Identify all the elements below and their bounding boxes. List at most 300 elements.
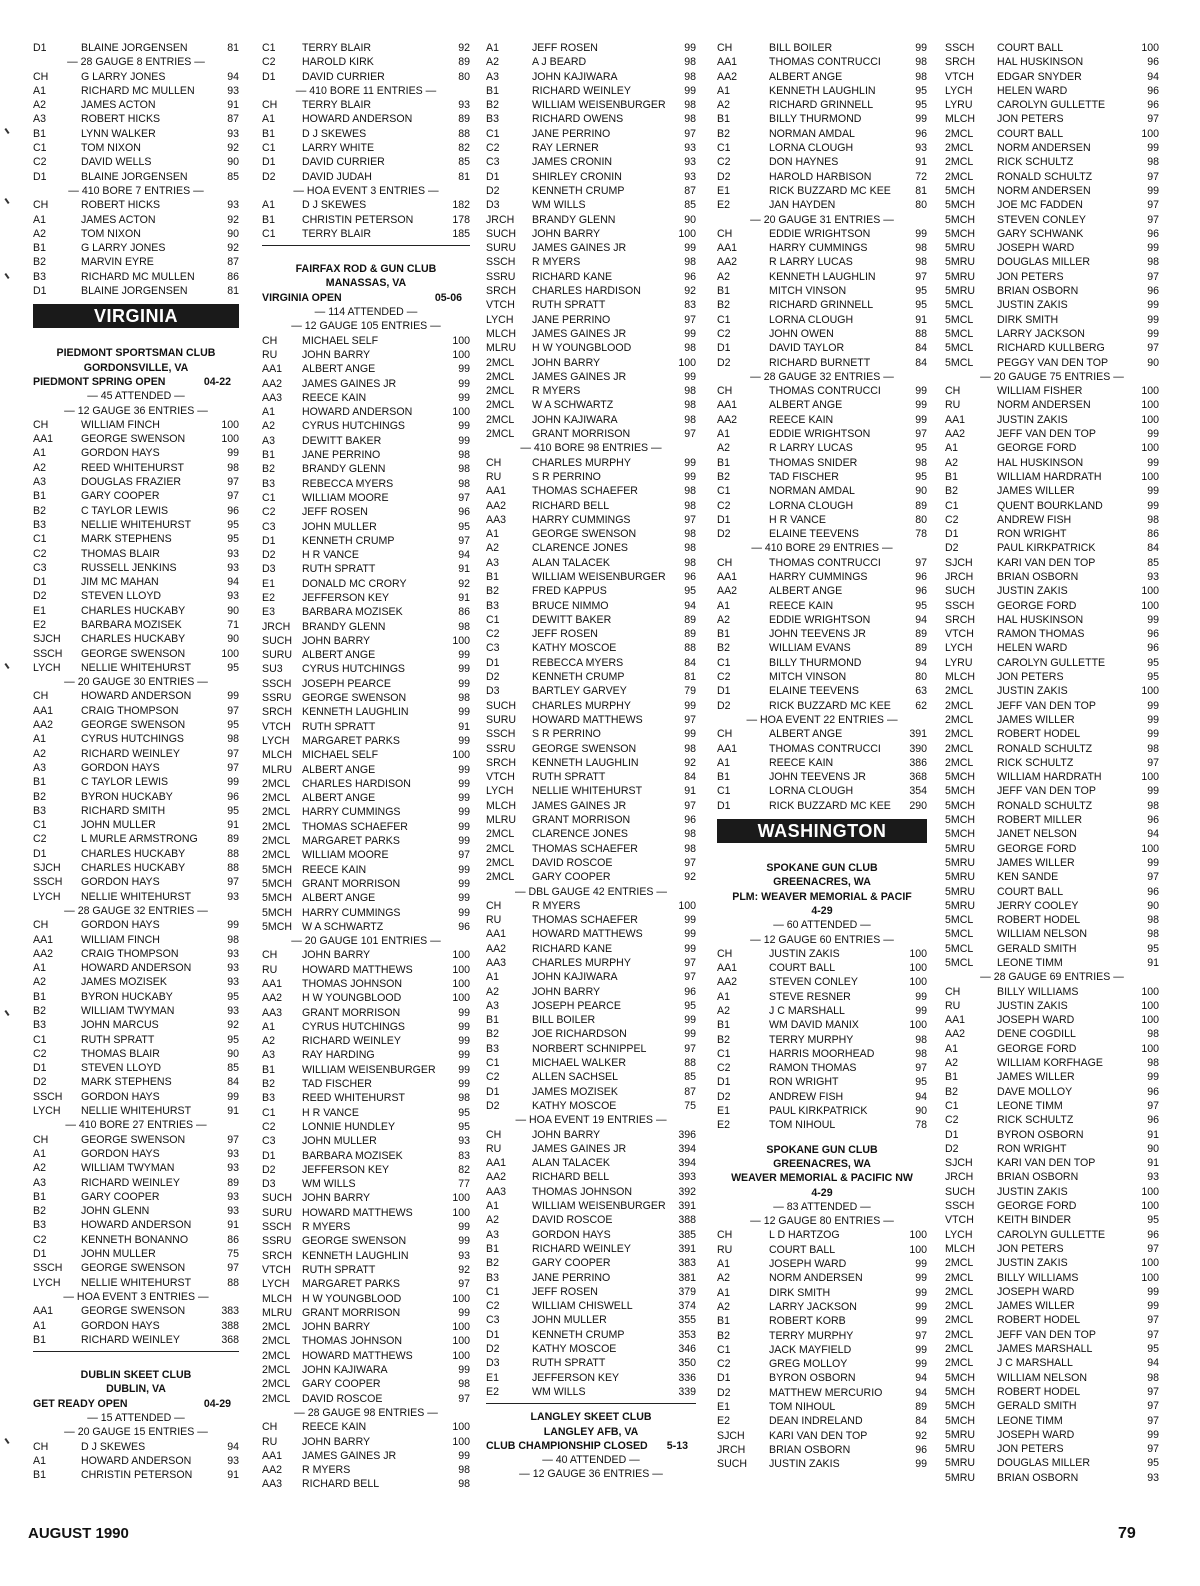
class-code: 5MCH <box>945 799 976 812</box>
result-row <box>945 713 1159 727</box>
result-row <box>262 634 470 648</box>
score: 90 <box>227 1047 239 1060</box>
class-code: D3 <box>486 1357 500 1370</box>
class-code: D2 <box>262 170 276 183</box>
score: 99 <box>458 434 470 447</box>
shooter-name: TERRY MURPHY <box>769 1329 854 1342</box>
score: 93 <box>227 1162 239 1175</box>
score: 85 <box>684 1071 696 1084</box>
result-row <box>486 1228 696 1242</box>
class-code: 5MRU <box>945 842 976 855</box>
class-code: 5MCH <box>945 814 976 827</box>
result-row <box>486 255 696 269</box>
class-code: C1 <box>717 656 731 669</box>
class-code: VTCH <box>262 1263 291 1276</box>
shooter-name: D J SKEWES <box>302 127 367 140</box>
shooter-name: HARRY CUMMINGS <box>769 570 868 583</box>
class-code: E2 <box>33 618 46 631</box>
shooter-name: JON PETERS <box>997 113 1064 126</box>
score: 93 <box>227 84 239 97</box>
score: 96 <box>227 504 239 517</box>
score: 93 <box>227 1147 239 1160</box>
shooter-name: H W YOUNGBLOOD <box>532 342 632 355</box>
result-row <box>486 1299 696 1313</box>
score: 392 <box>678 1185 696 1198</box>
score: 99 <box>458 1035 470 1048</box>
shooter-name: ELAINE TEEVENS <box>769 685 859 698</box>
score: 85 <box>227 1062 239 1075</box>
shooter-name: RUTH SPRATT <box>532 1357 606 1370</box>
result-row <box>945 1399 1159 1413</box>
shooter-name: BRIAN OSBORN <box>997 1171 1079 1184</box>
result-row <box>262 534 470 548</box>
class-code: B1 <box>262 127 275 140</box>
shooter-name: HELEN WARD <box>997 84 1068 97</box>
shooter-name: ALAN TALACEK <box>532 556 610 569</box>
score: 98 <box>684 842 696 855</box>
score: 63 <box>915 685 927 698</box>
result-row <box>33 547 239 561</box>
class-code: C2 <box>262 56 276 69</box>
score: 93 <box>684 170 696 183</box>
result-row <box>262 1020 470 1034</box>
score: 97 <box>227 747 239 760</box>
score: 100 <box>452 634 470 647</box>
score: 97 <box>227 761 239 774</box>
class-code: SSCH <box>33 647 63 660</box>
class-code: SURU <box>262 1206 293 1219</box>
shooter-name: ROBERT KORB <box>769 1315 846 1328</box>
result-row <box>717 112 927 126</box>
score: 100 <box>1141 585 1159 598</box>
result-row <box>33 446 239 460</box>
score: 100 <box>909 1019 927 1032</box>
result-row <box>262 906 470 920</box>
result-row <box>486 1142 696 1156</box>
class-code: D2 <box>717 1090 731 1103</box>
shooter-name: H R VANCE <box>302 549 359 562</box>
result-row <box>945 298 1159 312</box>
class-code: 2MCL <box>486 871 515 884</box>
result-row <box>486 170 696 184</box>
score: 99 <box>915 413 927 426</box>
shooter-name: CHARLES MURPHY <box>532 957 631 969</box>
class-code: LYCH <box>33 1105 61 1118</box>
result-row <box>717 584 927 598</box>
event-header: — 410 BORE 7 ENTRIES — <box>68 184 204 197</box>
score: 84 <box>915 1415 927 1428</box>
class-code: A3 <box>33 1176 46 1189</box>
result-row <box>486 141 696 155</box>
class-code: D1 <box>33 576 47 589</box>
score: 91 <box>227 819 239 832</box>
shooter-name: JUSTIN ZAKIS <box>997 585 1068 598</box>
result-row <box>486 499 696 513</box>
shooter-name: THOMAS SCHAEFER <box>532 842 638 855</box>
score: 99 <box>684 470 696 483</box>
event-header: — HOA EVENT 22 ENTRIES — <box>746 713 898 726</box>
class-code: AA2 <box>33 719 54 732</box>
shoot-title-line: PIEDMONT SPORTSMAN CLUB <box>56 347 216 360</box>
result-row <box>717 641 927 655</box>
score: 98 <box>684 485 696 498</box>
score: 86 <box>458 606 470 619</box>
class-code: E2 <box>262 591 275 604</box>
shooter-name: DAVID WELLS <box>81 156 152 169</box>
class-code: SJCH <box>945 1157 973 1170</box>
shoot-event-name: VIRGINIA OPEN <box>262 291 342 304</box>
score: 92 <box>458 577 470 590</box>
class-code: C1 <box>262 142 276 155</box>
score: 97 <box>227 1262 239 1275</box>
class-code: A3 <box>486 999 499 1012</box>
score: 95 <box>915 599 927 612</box>
class-code: 5MRU <box>945 270 976 283</box>
result-row <box>945 284 1159 298</box>
result-row <box>717 670 927 684</box>
class-code: CH <box>33 418 49 431</box>
score: 386 <box>909 756 927 769</box>
shooter-name: JOHN BARRY <box>532 1128 601 1141</box>
class-code: C3 <box>486 1314 500 1327</box>
event-header: — HOA EVENT 3 ENTRIES — <box>63 1290 209 1303</box>
score: 99 <box>1147 313 1159 326</box>
result-row <box>717 170 927 184</box>
class-code: C2 <box>33 547 47 560</box>
shooter-name: RONALD SCHULTZ <box>997 170 1093 183</box>
class-code: SRCH <box>262 706 293 719</box>
score: 95 <box>1147 671 1159 684</box>
column-3 <box>486 41 696 1482</box>
class-code: RU <box>486 470 502 483</box>
class-code: MLCH <box>945 113 976 126</box>
shooter-name: EDGAR SNYDER <box>997 70 1082 83</box>
result-row <box>33 561 239 575</box>
result-row <box>33 504 239 518</box>
shooter-name: GERALD SMITH <box>997 1400 1077 1413</box>
result-row <box>717 742 927 756</box>
score: 383 <box>221 1305 239 1318</box>
score: 98 <box>1147 928 1159 941</box>
score: 100 <box>1141 399 1159 412</box>
score: 98 <box>915 1047 927 1060</box>
score: 86 <box>227 270 239 283</box>
class-code: 5MCH <box>945 771 976 784</box>
class-code: AA1 <box>33 1305 54 1318</box>
result-row <box>33 141 239 155</box>
result-row <box>945 570 1159 584</box>
class-code: B3 <box>486 1271 499 1284</box>
shooter-name: LEONE TIMM <box>997 957 1063 969</box>
shooter-name: WM DAVID MANIX <box>769 1019 859 1032</box>
score: 93 <box>227 561 239 574</box>
class-code: LYCH <box>945 1228 973 1241</box>
shooter-name: JON PETERS <box>997 1443 1064 1456</box>
shooter-name: KARI VAN DEN TOP <box>769 1429 868 1442</box>
event-header: — 410 BORE 27 ENTRIES — <box>65 1119 207 1132</box>
class-code: 5MRU <box>945 856 976 869</box>
result-row <box>486 684 696 698</box>
result-row <box>486 999 696 1013</box>
result-row <box>486 98 696 112</box>
result-row <box>262 1077 470 1091</box>
score: 99 <box>684 370 696 383</box>
score: 100 <box>452 949 470 962</box>
score: 100 <box>452 749 470 762</box>
shooter-name: DON HAYNES <box>769 156 839 169</box>
class-code: B1 <box>33 490 46 503</box>
shooter-name: JOHN BARRY <box>302 949 371 962</box>
score: 84 <box>1147 542 1159 555</box>
score: 100 <box>221 647 239 660</box>
score: 99 <box>1147 184 1159 197</box>
score: 100 <box>1141 127 1159 140</box>
result-row <box>945 885 1159 899</box>
section-gap <box>717 851 927 861</box>
score: 96 <box>684 270 696 283</box>
shooter-name: CRAIG THOMPSON <box>81 704 179 717</box>
result-row <box>262 112 470 126</box>
event-header: — HOA EVENT 19 ENTRIES — <box>515 1114 667 1127</box>
score: 80 <box>915 199 927 212</box>
result-row <box>945 184 1159 198</box>
shooter-name: MARGARET PARKS <box>302 1278 400 1291</box>
shooter-name: NORM ANDERSEN <box>769 1272 863 1285</box>
class-code: A1 <box>945 442 958 455</box>
shooter-name: ELAINE TEEVENS <box>769 528 859 541</box>
result-row <box>945 1328 1159 1342</box>
result-row <box>717 990 927 1004</box>
shooter-name: RON WRIGHT <box>997 1142 1067 1155</box>
score: 99 <box>458 820 470 833</box>
class-code: D1 <box>486 1328 500 1341</box>
score: 95 <box>227 661 239 674</box>
result-row <box>717 1061 927 1075</box>
class-code: C2 <box>486 628 500 641</box>
result-row <box>33 227 239 241</box>
result-row <box>945 1042 1159 1056</box>
score: 92 <box>227 242 239 255</box>
score: 99 <box>458 391 470 404</box>
shoot-title-line: GREENACRES, WA <box>773 1157 871 1170</box>
shooter-name: RICHARD WEINLEY <box>532 84 631 97</box>
shooter-name: EDDIE WRIGHTSON <box>769 227 871 240</box>
class-code: D1 <box>262 534 276 547</box>
score: 97 <box>458 1392 470 1405</box>
class-code: B1 <box>717 285 730 298</box>
class-code: AA3 <box>262 391 283 404</box>
class-code: B1 <box>717 628 730 641</box>
shooter-name: JON PETERS <box>997 270 1064 283</box>
result-row <box>717 241 927 255</box>
class-code: D1 <box>717 513 731 526</box>
result-row <box>33 961 239 975</box>
class-code: SUCH <box>945 585 976 598</box>
shooter-name: WILLIAM NELSON <box>997 1371 1088 1384</box>
result-row <box>262 1206 470 1220</box>
shooter-name: LORNA CLOUGH <box>769 313 854 326</box>
class-code: 5MCH <box>945 199 976 212</box>
class-code: SURU <box>262 649 293 662</box>
class-code: SSRU <box>262 1235 292 1248</box>
score: 99 <box>915 1458 927 1471</box>
result-row <box>33 990 239 1004</box>
score: 98 <box>684 399 696 412</box>
shooter-name: ANDREW FISH <box>769 1090 844 1103</box>
score: 374 <box>678 1300 696 1313</box>
score: 99 <box>458 892 470 905</box>
result-row <box>486 227 696 241</box>
shooter-name: JUSTIN ZAKIS <box>769 947 840 960</box>
class-code: VTCH <box>945 1214 974 1227</box>
class-code: CH <box>717 42 733 54</box>
result-row <box>945 398 1159 412</box>
score: 95 <box>1147 942 1159 955</box>
score: 100 <box>909 947 927 960</box>
score: 99 <box>1147 613 1159 626</box>
shooter-name: HOWARD MATTHEWS <box>532 928 643 941</box>
section-gap <box>717 1133 927 1143</box>
score: 99 <box>458 1306 470 1319</box>
score: 92 <box>227 142 239 155</box>
result-row <box>486 1256 696 1270</box>
score: 100 <box>1141 413 1159 426</box>
score: 98 <box>684 413 696 426</box>
shooter-name: DAVID CURRIER <box>302 70 385 83</box>
class-code: VTCH <box>486 299 515 312</box>
result-row <box>945 255 1159 269</box>
result-row <box>262 848 470 862</box>
result-row <box>33 890 239 904</box>
score: 100 <box>452 406 470 419</box>
class-code: C1 <box>262 227 276 240</box>
score: 87 <box>227 256 239 269</box>
shooter-name: TERRY BLAIR <box>302 227 372 240</box>
score: 98 <box>458 1378 470 1391</box>
class-code: C1 <box>262 42 276 54</box>
shooter-name: DEWITT BAKER <box>532 613 612 626</box>
result-row <box>33 1204 239 1218</box>
class-code: E2 <box>717 1119 730 1132</box>
shooter-name: JOHN KAJIWARA <box>532 70 618 83</box>
result-row <box>486 1199 696 1213</box>
result-row <box>486 670 696 684</box>
class-code: 5MCH <box>945 828 976 841</box>
score: 91 <box>915 313 927 326</box>
class-code: 5MCL <box>945 313 974 326</box>
result-row <box>262 1435 470 1449</box>
shooter-name: ROBERT HODEL <box>997 1314 1081 1327</box>
result-row <box>717 127 927 141</box>
class-code: SSCH <box>262 1221 292 1234</box>
class-code: 2MCL <box>262 1349 291 1362</box>
score: 98 <box>684 342 696 355</box>
class-code: MLCH <box>945 1242 976 1255</box>
shooter-name: GEORGE FORD <box>997 1200 1077 1213</box>
score: 94 <box>227 1440 239 1453</box>
result-row <box>262 462 470 476</box>
shooter-name: WILLIAM WEISENBURGER <box>532 99 666 112</box>
score: 99 <box>915 385 927 398</box>
class-code: SSCH <box>945 1200 975 1213</box>
class-code: D2 <box>945 1142 959 1155</box>
score: 355 <box>678 1314 696 1327</box>
score: 97 <box>1147 199 1159 212</box>
score: 81 <box>915 184 927 197</box>
shooter-name: CHRISTIN PETERSON <box>81 1469 193 1482</box>
score: 98 <box>458 692 470 705</box>
result-row <box>262 720 470 734</box>
shooter-name: DAVID ROSCOE <box>532 856 613 869</box>
score: 88 <box>227 1276 239 1289</box>
result-row <box>486 313 696 327</box>
class-code: AA1 <box>262 363 283 376</box>
shoot-title-line: WEAVER MEMORIAL & PACIFIC NW <box>731 1172 913 1185</box>
score: 336 <box>678 1371 696 1384</box>
shooter-name: NELLIE WHITEHURST <box>81 1276 192 1289</box>
score: 100 <box>1141 385 1159 398</box>
shooter-name: RUTH SPRATT <box>302 1263 376 1276</box>
result-row <box>945 870 1159 884</box>
shoot-event-line <box>33 375 239 389</box>
class-code: SJCH <box>717 1429 745 1442</box>
score: 93 <box>684 156 696 169</box>
result-row <box>945 913 1159 927</box>
score: 77 <box>458 1178 470 1191</box>
shooter-name: JOHN MULLER <box>302 520 377 533</box>
class-code: 2MCL <box>486 428 515 441</box>
score: 95 <box>915 299 927 312</box>
result-row <box>486 1371 696 1385</box>
result-row <box>262 1377 470 1391</box>
result-row <box>717 413 927 427</box>
result-row <box>33 518 239 532</box>
class-code: D2 <box>717 528 731 541</box>
shooter-name: WILLIAM NELSON <box>997 928 1088 941</box>
class-code: SSCH <box>486 256 516 269</box>
class-code: A1 <box>33 1147 46 1160</box>
score: 99 <box>227 776 239 789</box>
result-row <box>33 918 239 932</box>
score: 96 <box>458 920 470 933</box>
shooter-name: JUSTIN ZAKIS <box>997 685 1068 698</box>
result-row <box>262 820 470 834</box>
result-row <box>486 1042 696 1056</box>
shooter-name: LORNA CLOUGH <box>769 785 854 798</box>
score: 96 <box>458 506 470 519</box>
shooter-name: RUTH SPRATT <box>532 771 606 784</box>
score: 99 <box>458 777 470 790</box>
result-row <box>486 370 696 384</box>
score: 91 <box>227 1219 239 1232</box>
score: 95 <box>227 533 239 546</box>
class-code: AA2 <box>717 413 738 426</box>
result-row <box>486 84 696 98</box>
score: 390 <box>909 742 927 755</box>
class-code: 2MCL <box>945 756 974 769</box>
result-row <box>33 1075 239 1089</box>
shooter-name: STEVEN CONLEY <box>769 976 858 989</box>
shooter-name: DEAN INDRELAND <box>769 1415 863 1428</box>
shooter-name: R MYERS <box>302 1464 351 1477</box>
class-code: A1 <box>717 84 730 97</box>
class-code: A1 <box>33 733 46 746</box>
result-row <box>262 419 470 433</box>
score: 98 <box>915 1033 927 1046</box>
result-row <box>717 684 927 698</box>
score: 96 <box>915 585 927 598</box>
result-row <box>945 141 1159 155</box>
